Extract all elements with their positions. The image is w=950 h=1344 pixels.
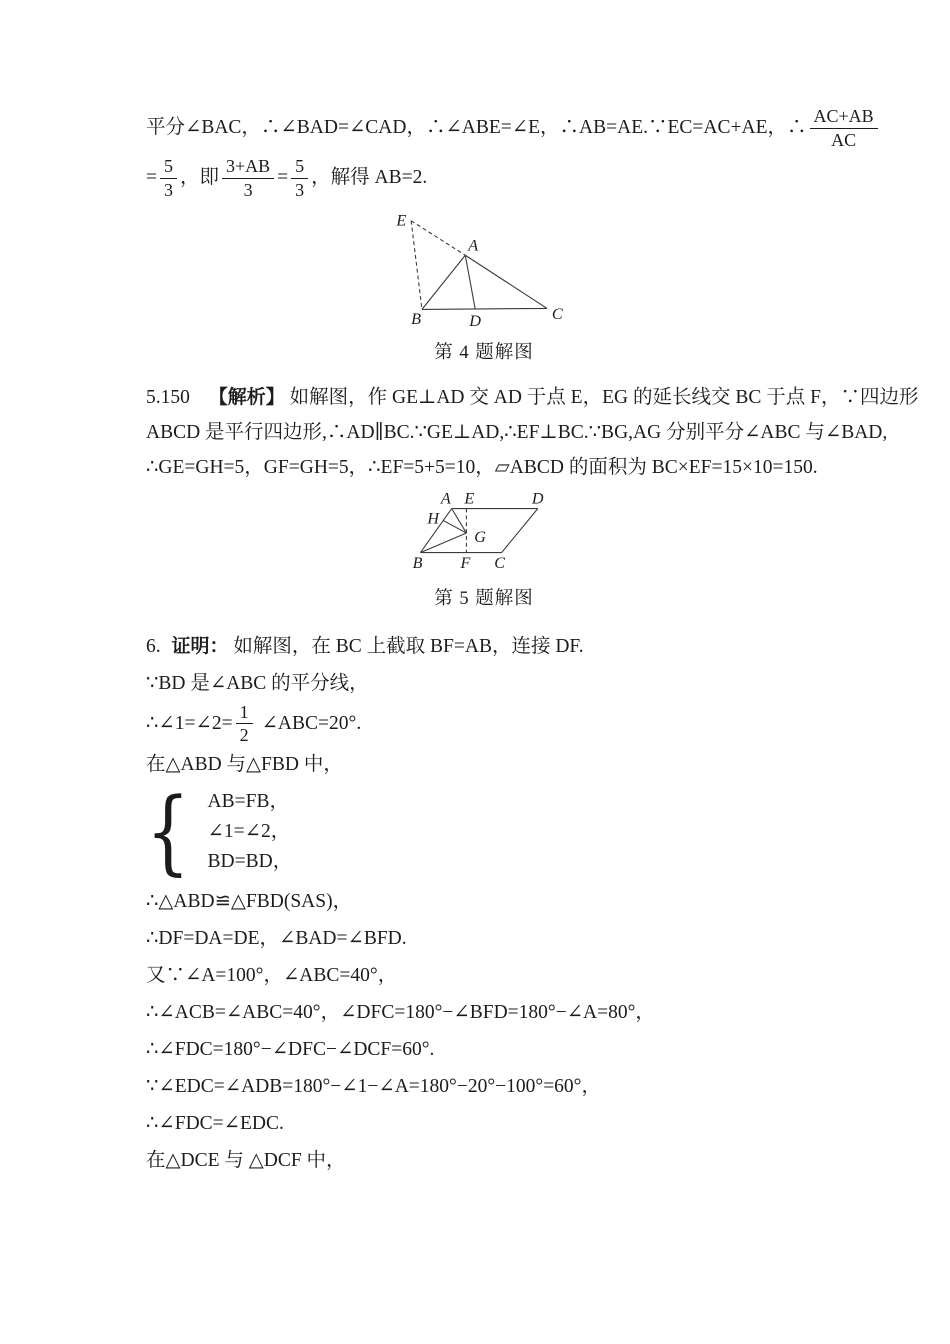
- vertex-label-A: A: [468, 236, 479, 255]
- vertex-label-C: C: [551, 304, 563, 323]
- problem-number-answer: 5.150: [146, 386, 190, 408]
- figure-5-caption: 第 5 题解图: [434, 588, 534, 609]
- solution6-line8: ∴∠ACB=∠ABC=40°，∠DFC=180°−∠BFD=180°−∠A=80°，: [146, 1002, 655, 1024]
- solution6-line10: ∵∠EDC=∠ADB=180°−∠1−∠A=180°−20°−100°=60°，: [146, 1076, 601, 1098]
- dashed-edge-EA: [411, 221, 465, 255]
- solution5-line1: [146, 380, 919, 415]
- solution6-line3: [146, 702, 822, 746]
- system-row-2: ∠1=∠2，: [207, 821, 291, 843]
- analysis-tag: 【解析】: [208, 386, 285, 408]
- solution6-line12: 在△DCE 与 △DCF 中，: [146, 1150, 346, 1172]
- left-brace: {: [146, 777, 190, 885]
- solution4-line1: [146, 106, 874, 150]
- dashed-edge-EB: [411, 221, 422, 310]
- solution6-line7: 又∵∠A=100°，∠ABC=40°，: [146, 965, 398, 987]
- solution5-line2: ABCD 是平行四边形,∴AD∥BC.∵GE⊥AD,∴EF⊥BC.∵BG,AG 分别平分∠ABC 与∠BAD,: [146, 421, 888, 443]
- vertex-label-B: B: [411, 309, 422, 328]
- fraction-1-over-2: $\frac{1}{2}$: [236, 702, 253, 746]
- system-rows: [208, 787, 293, 877]
- problem-number: 6.: [146, 635, 161, 657]
- edge-DC: [502, 508, 538, 552]
- solution6-line11: ∴∠FDC=∠EDC.: [146, 1113, 284, 1135]
- edge-AC: [465, 255, 547, 308]
- figure-problem-5: [146, 491, 822, 612]
- solution4-line2-end: ，解得 AB=2.: [311, 167, 428, 189]
- solution6-line2: ∵BD 是∠ABC 的平分线，: [146, 672, 369, 694]
- vertex-label-E: E: [396, 211, 407, 230]
- vertex-label-C: C: [494, 554, 506, 572]
- figure-problem-4: [146, 207, 822, 366]
- fraction-ac-ab-over-ac: $\frac{AC+AB}{AC}$: [810, 106, 878, 150]
- edge-BC: [422, 308, 547, 309]
- edge-AD: [465, 255, 475, 309]
- solution6-line9: ∴∠FDC=180°−∠DFC−∠DCF=60°.: [146, 1039, 435, 1061]
- solution4-line1-text: 平分∠BAC，∴∠BAD=∠CAD，∴∠ABE=∠E，∴AB=AE.∵EC=AC+AE，∴: [146, 116, 807, 138]
- solution6-line3-post: ∠ABC=20°.: [261, 712, 362, 734]
- system-row-1: AB=FB，: [207, 791, 289, 813]
- triangle-diagram-svg: [384, 207, 584, 335]
- vertex-label-G: G: [474, 528, 486, 546]
- solution6-line1-text: 如解图，在 BC 上截取 BF=AB，连接 DF.: [233, 635, 584, 657]
- system-row-3: BD=BD，: [207, 851, 293, 873]
- figure-4-caption: 第 4 题解图: [434, 342, 534, 363]
- solution5-line3: ∴GE=GH=5，GF=GH=5，∴EF=5+5=10，▱ABCD 的面积为 BC×EF=15×10=150.: [146, 456, 818, 478]
- edge-BA: [422, 255, 465, 309]
- equals-sign: =: [277, 167, 289, 189]
- fraction-5-over-3: $\frac{5}{3}$: [291, 156, 308, 200]
- vertex-label-A: A: [440, 490, 451, 508]
- solution6-line6: ∴DF=DA=DE，∠BAD=∠BFD.: [146, 928, 407, 950]
- vertex-label-D: D: [469, 311, 481, 330]
- solution4-line2-mid: ，即: [180, 167, 220, 189]
- fraction-3ab-over-3: $\frac{3+AB}{3}$: [222, 156, 274, 200]
- equation-system: [146, 777, 822, 885]
- solution6-line5: ∴△ABD≌△FBD(SAS)，: [146, 891, 353, 913]
- vertex-label-B: B: [412, 554, 423, 572]
- equals-sign: =: [146, 167, 157, 189]
- solution6-line4: 在△ABD 与△FBD 中，: [146, 754, 343, 776]
- vertex-label-E: E: [464, 490, 475, 508]
- parallelogram-diagram-svg: [399, 491, 569, 579]
- solution4-line2: [146, 156, 822, 200]
- fraction-5-over-3: $\frac{5}{3}$: [160, 156, 177, 200]
- vertex-label-F: F: [460, 554, 471, 572]
- vertex-label-D: D: [531, 490, 544, 508]
- solution6-line1: [146, 628, 822, 665]
- solution5-line1-text: 如解图，作 GE⊥AD 交 AD 于点 E，EG 的延长线交 BC 于点 F，∵四边形: [289, 386, 919, 408]
- proof-label: 证明：: [171, 635, 229, 657]
- solution6-line3-pre: ∴∠1=∠2=: [146, 712, 233, 734]
- vertex-label-H: H: [427, 510, 439, 528]
